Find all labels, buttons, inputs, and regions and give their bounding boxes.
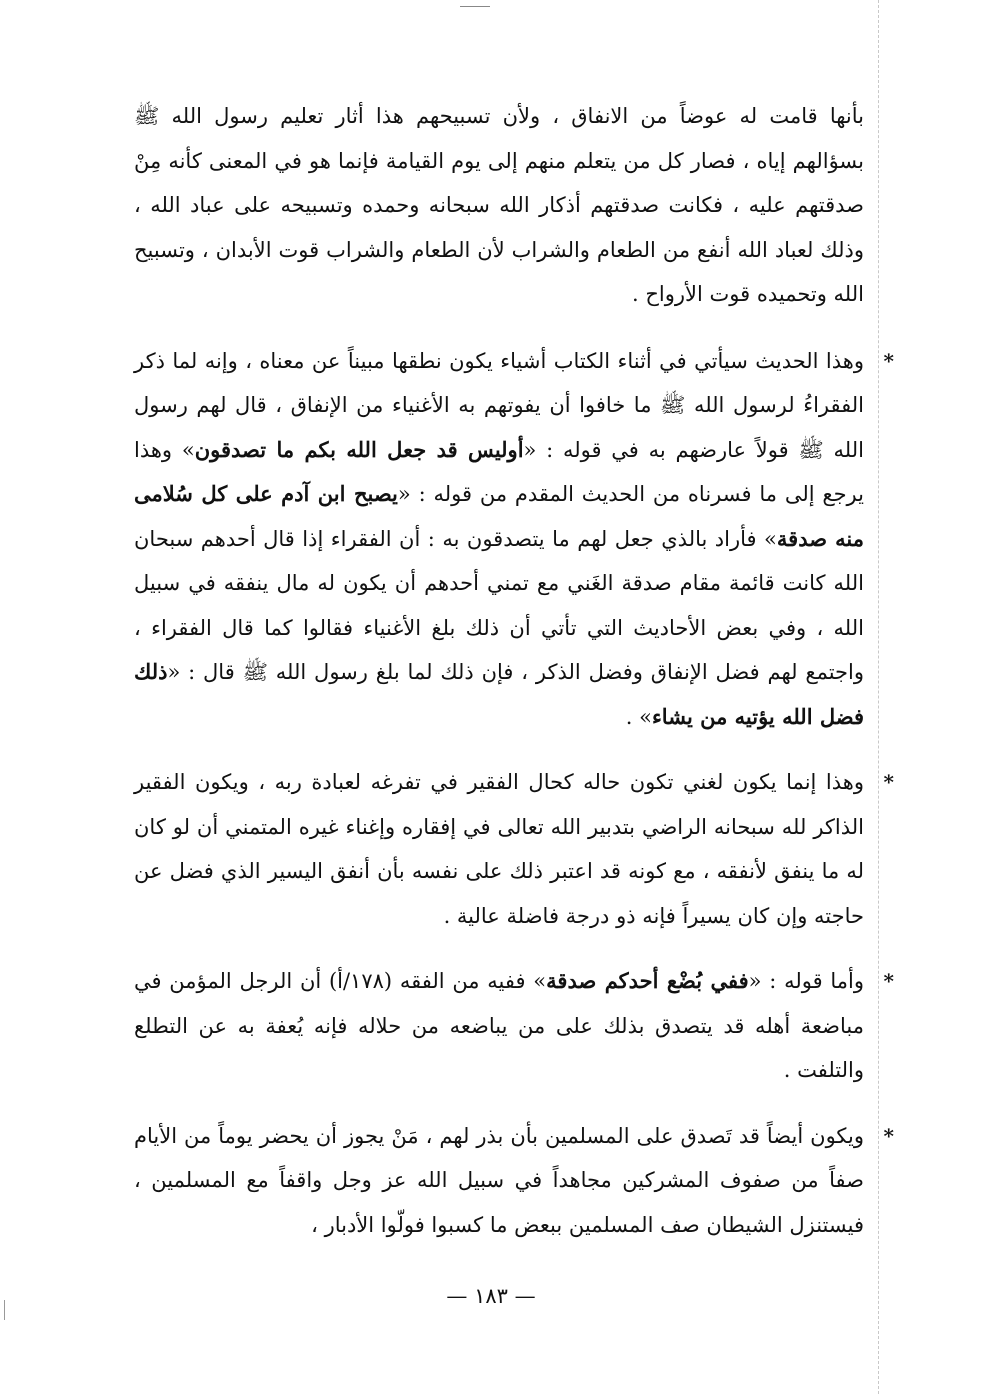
bullet-paragraph-2 (134, 760, 894, 938)
bullet-paragraph-3 (134, 959, 894, 1093)
asterisk-bullet-icon: * (883, 770, 894, 794)
bullet-paragraph-1 (134, 339, 894, 740)
text-segment: » فأراد بالذي جعل لهم ما يتصدقون به : أن الفقراء إذا قال أحدهم سبحان الله كانت قائمة مقام صدقة الغَني مع تمني أحدهم أن يكون له مال ينفقه في سبيل الله ، وفي بعض الأحاديث التي تأتي أن ذلك بلغ الأغنياء فقالوا كما قال الفقراء ، واجتمع لهم فضل الإنفاق وفضل الذكر ، فإن ذلك لما بلغ رسول الله ﷺ قال : « (134, 526, 864, 684)
asterisk-bullet-icon: * (883, 969, 894, 993)
page-body (134, 94, 894, 1268)
page-number: — ١٨٣ — (446, 1284, 536, 1308)
text-segment: وأما قوله : « (748, 969, 864, 993)
text-segment: » ففيه من الفقه (١٧٨/أ) أن الرجل المؤمن في مباضعة أهله قد يتصدق بذلك على من يباضعه من حلاله فإنه يُعفة به عن التطلع والتلفت . (134, 969, 864, 1082)
asterisk-bullet-icon: * (883, 348, 894, 373)
top-scan-mark (460, 6, 490, 7)
text-segment: وهذا الحديث سيأتي في أثناء الكتاب أشياء يكون نطقها مبيناً عن معناه ، وإنه لما ذكر الفقراءُ لرسول الله ﷺ ما خافوا أن يفوتهم به الأغنياء من الإنفاق ، قال لهم رسول الله ﷺ قولاً عارضهم به في قوله : « (134, 348, 864, 462)
text-segment: » وهذا يرجع إلى ما فسرناه من الحديث المقدم من قوله : « (134, 437, 864, 506)
text-segment: ويكون أيضاً قد تَصدق على المسلمين بأن بذر لهم ، مَنْ يجوز أن يحضر يوماً من الأيام صفاً من صفوف المشركين مجاهداً في سبيل الله عز وجل واقفاً مع المسلمين ، فيستنزل الشيطان صف المسلمين ببعض ما كسبوا فولّوا الأدبار ، (134, 1123, 864, 1237)
hadith-quote: أوليس قد جعل الله بكم ما تصدقون (194, 436, 524, 462)
asterisk-bullet-icon: * (883, 1123, 894, 1148)
bullet-paragraph-4 (134, 1114, 894, 1248)
text-segment: وهذا إنما يكون لغني تكون حاله كحال الفقير في تفرغه لعبادة ربه ، ويكون الفقير الذاكر لله سبحانه الراضي بتدبير الله تعالى في إفقاره وإغناء غيره المتمني أن لو كان له ما ينفق لأنفقه ، مع كونه قد اعتبر ذلك على نفسه بأن أنفق اليسير الذي فضل عن حاجته وإن كان يسيراً فإنه ذو درجة فاضلة عالية . (134, 770, 864, 928)
hadith-quote: ففي بُضْع أحدكم صدقة (546, 968, 749, 993)
opening-paragraph: بأنها قامت له عوضاً من الانفاق ، ولأن تسبيحهم هذا أثار تعليم رسول الله ﷺ بسؤالهم إياه ، فصار كل من يتعلم منهم إلى يوم القيامة فإنما هو في المعنى كأنه مِنْ صدقتهم عليه ، فكانت صدقتهم أذكار الله سبحانه وحمده وتسبيحه على عباد الله ، وذلك لعباد الله أنفع من الطعام والشراب لأن الطعام والشراب قوت الأبدان ، وتسبيح الله وتحميده قوت الأرواح . (134, 104, 864, 306)
text-segment: » . (625, 704, 652, 729)
scan-fold-line (878, 0, 879, 1394)
hadith-quote: ذلك فضل الله يؤتيه من يشاء (134, 659, 864, 729)
hadith-quote: يصبح ابن آدم على كل سُلامى منه صدقة (134, 481, 864, 551)
